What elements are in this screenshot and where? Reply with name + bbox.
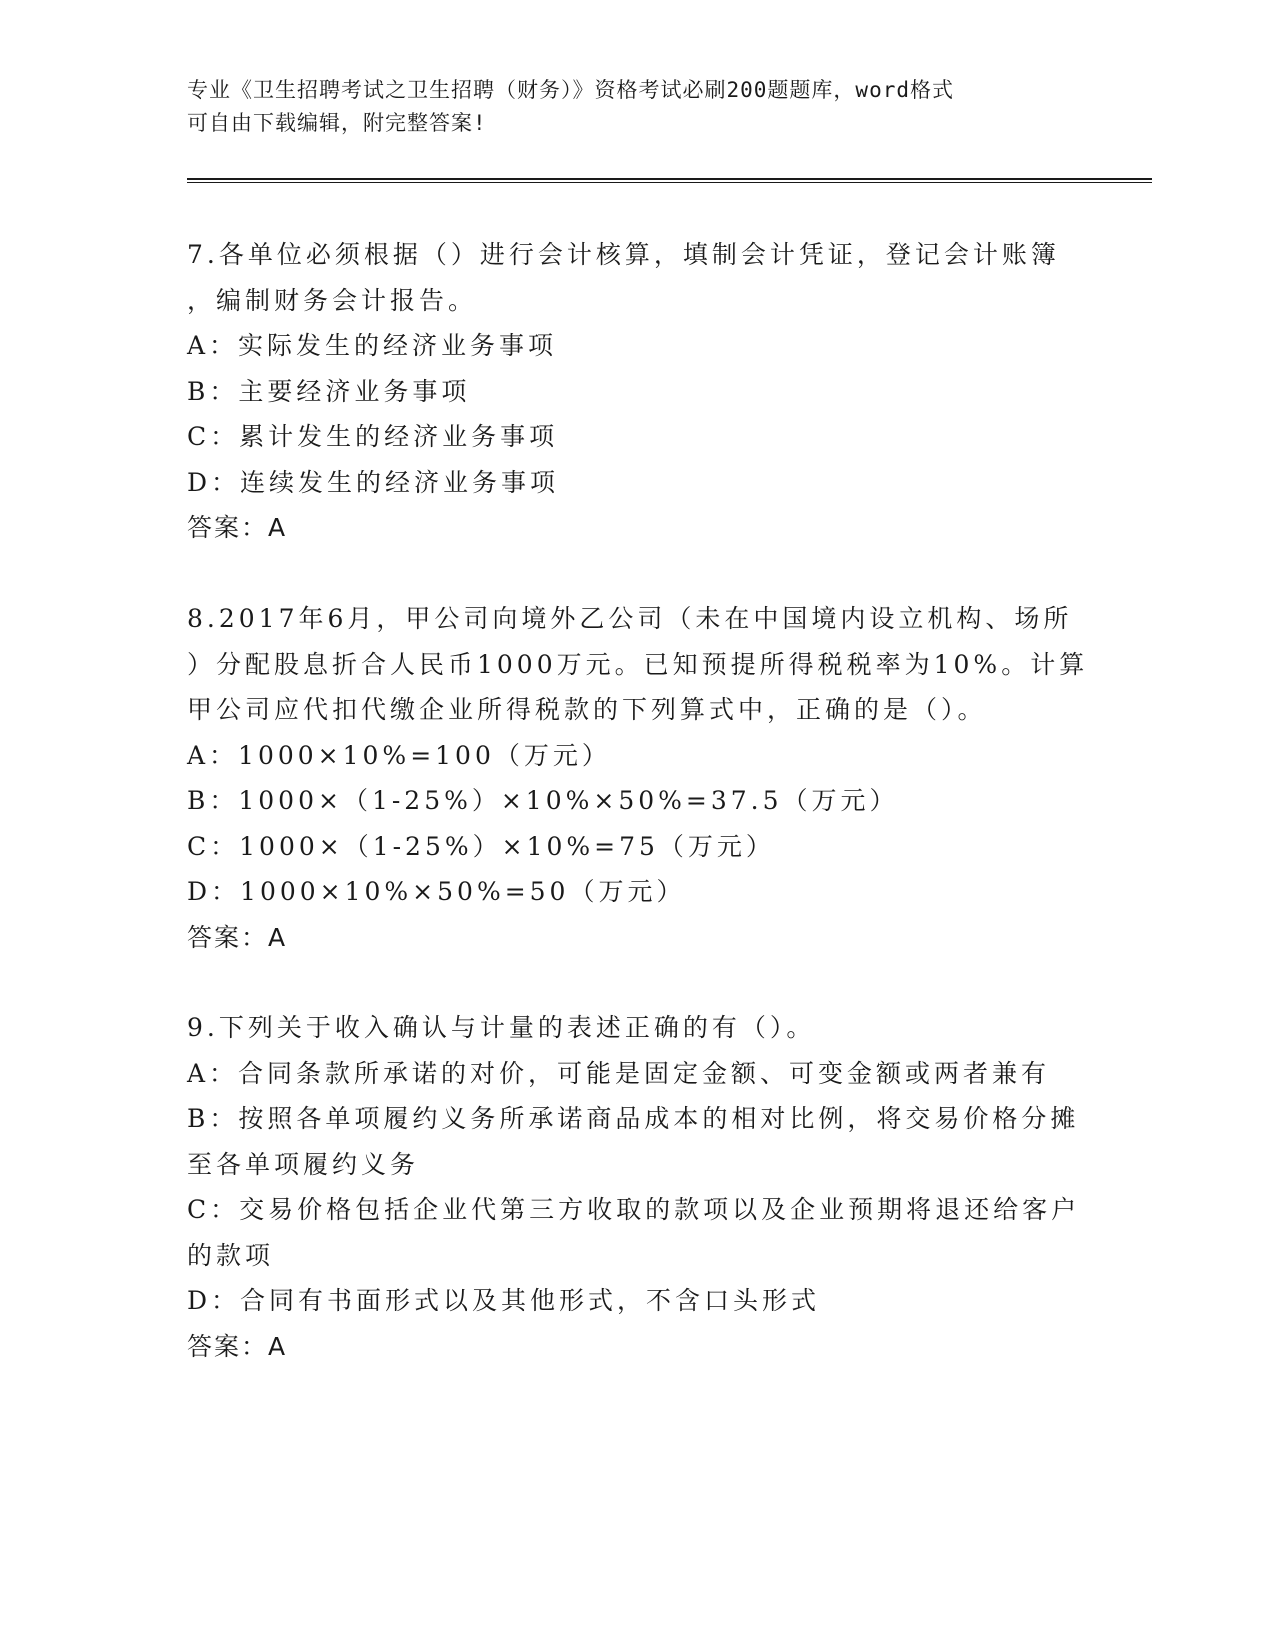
question-8-text-line-3: 甲公司应代扣代缴企业所得税款的下列算式中，正确的是（）。 bbox=[187, 695, 987, 724]
question-9-option-d: D：合同有书面形式以及其他形式，不含口头形式 bbox=[187, 1286, 821, 1315]
question-9-answer: 答案：A bbox=[187, 1331, 288, 1361]
question-7-text-line-2: ，编制财务会计报告。 bbox=[187, 285, 478, 315]
header-divider-thin bbox=[187, 182, 1152, 183]
question-8-text-line-2: ）分配股息折合人民币1000万元。已知预提所得税税率为10%。计算 bbox=[187, 649, 1089, 679]
question-8-option-a: A：1000×10%=100（万元） bbox=[187, 740, 611, 770]
header-line-2: 可自由下载编辑，附完整答案! bbox=[187, 111, 487, 135]
question-7 bbox=[187, 232, 1072, 551]
header-line-1: 专业《卫生招聘考试之卫生招聘（财务）》资格考试必刷200题题库，word格式 bbox=[187, 78, 954, 102]
question-8-answer: 答案：A bbox=[187, 922, 288, 952]
question-8-option-d: D：1000×10%×50%=50（万元） bbox=[187, 877, 686, 906]
question-9-option-c-continued: 的款项 bbox=[187, 1240, 275, 1270]
question-9-option-b: B：按照各单项履约义务所承诺商品成本的相对比例，将交易价格分摊 bbox=[187, 1104, 1080, 1133]
question-9-option-a: A：合同条款所承诺的对价，可能是固定金额、可变金额或两者兼有 bbox=[187, 1058, 1051, 1088]
question-9-option-c: C：交易价格包括企业代第三方收取的款项以及企业预期将退还给客户 bbox=[187, 1195, 1081, 1224]
question-7-option-b: B：主要经济业务事项 bbox=[187, 376, 471, 406]
document-header bbox=[187, 74, 1067, 140]
question-8 bbox=[187, 596, 1089, 960]
question-8-option-c: C：1000×（1-25%）×10%=75（万元） bbox=[187, 831, 775, 861]
question-7-text-line-1: 7.各单位必须根据（）进行会计核算，填制会计凭证，登记会计账簿 bbox=[187, 240, 1060, 269]
question-9-text-line-1: 9.下列关于收入确认与计量的表述正确的有（）。 bbox=[187, 1013, 816, 1042]
question-7-option-c: C：累计发生的经济业务事项 bbox=[187, 422, 559, 451]
question-8-option-b: B：1000×（1-25%）×10%×50%=37.5（万元） bbox=[187, 786, 899, 815]
question-8-text-line-1: 8.2017年6月，甲公司向境外乙公司（未在中国境内设立机构、场所 bbox=[187, 604, 1073, 633]
question-7-answer: 答案：A bbox=[187, 513, 288, 542]
question-7-option-d: D：连续发生的经济业务事项 bbox=[187, 467, 560, 497]
question-9-option-b-continued: 至各单项履约义务 bbox=[187, 1149, 420, 1179]
header-divider-thick bbox=[187, 178, 1152, 180]
question-9 bbox=[187, 1005, 1081, 1369]
question-7-option-a: A：实际发生的经济业务事项 bbox=[187, 331, 558, 360]
